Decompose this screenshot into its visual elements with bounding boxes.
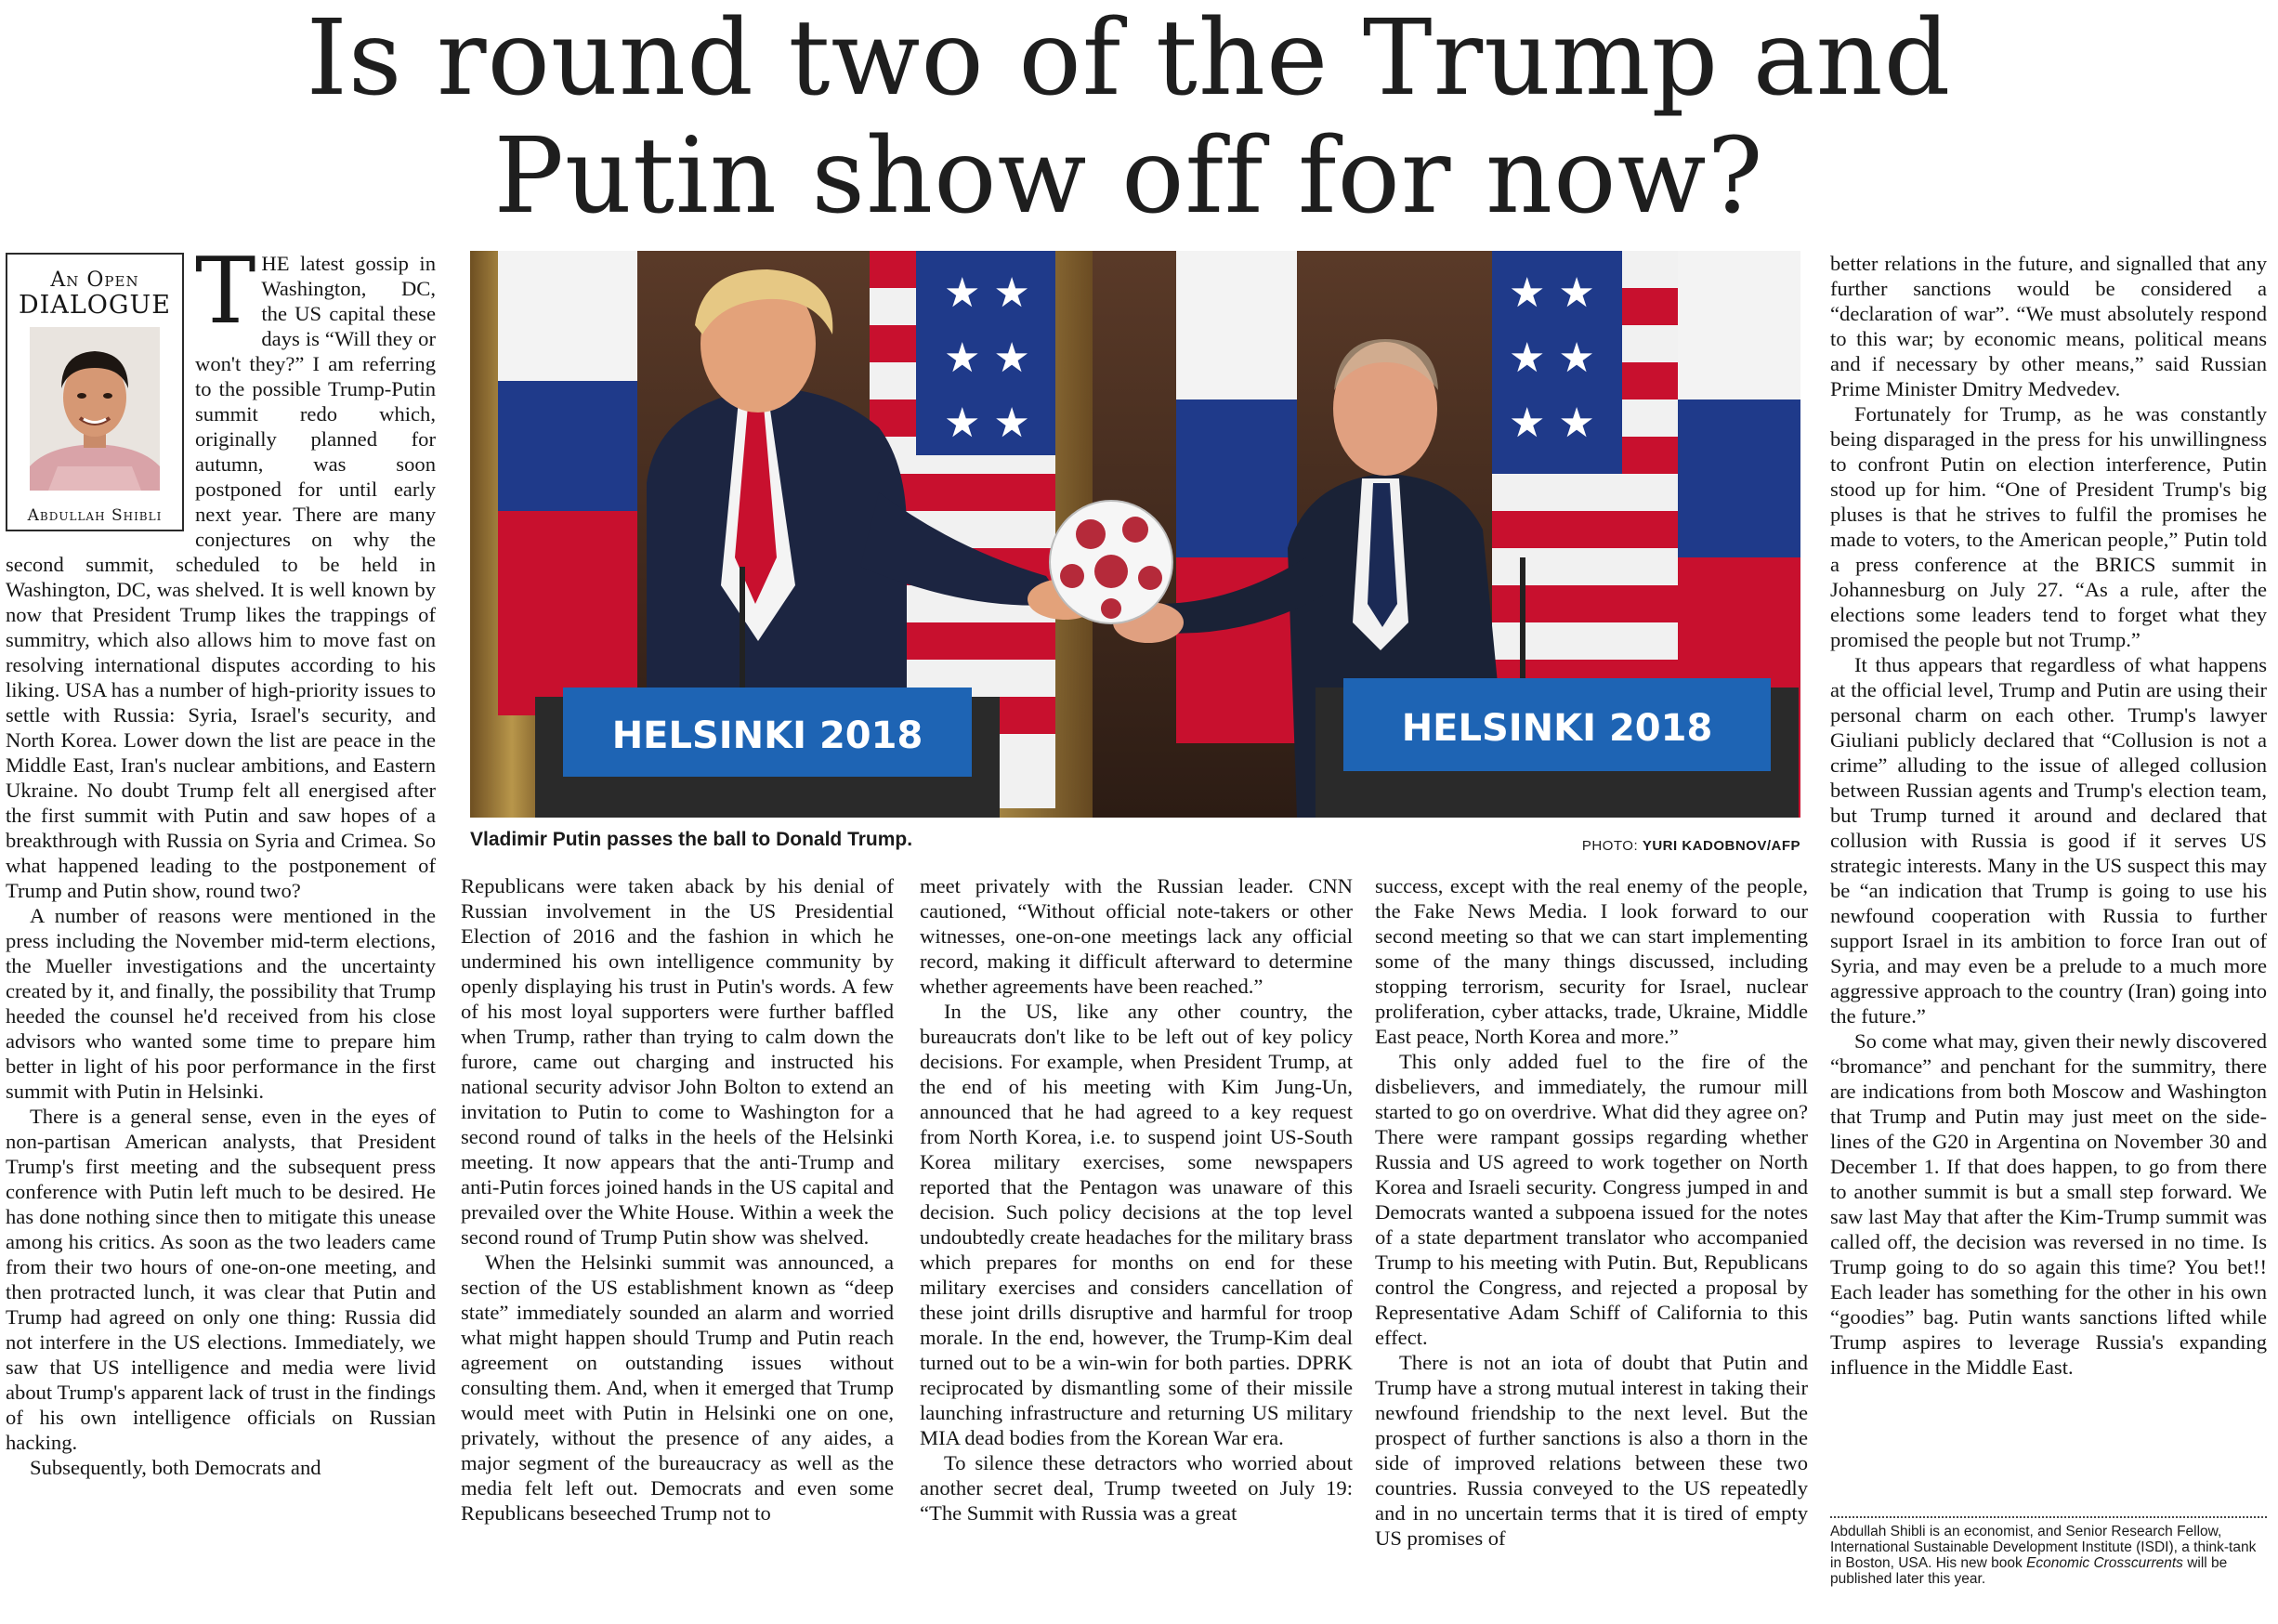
svg-text:★ ★: ★ ★: [944, 399, 1030, 447]
paragraph: To silence these detractors who worried about another secret deal, Trump tweeted on July 19: “The Summit with Russia was a great: [920, 1451, 1353, 1525]
paragraph: A number of reasons were mentioned in the press including the November mid-term elections, the Mueller investigations and the uncertainty created by it, and finally, the possibility that Trump heeded the counsel he'd received from his close advisors who wanted some time to prepare him better in light of his poor performance in the first summit with Putin in Helsinki.: [6, 904, 436, 1103]
paragraph: So come what may, given their newly discovered “bromance” and penchant for the summitry, there are indications from both Moscow and Washington that Trump and Putin may just meet on the side-lines of the G20 in Argentina on November 30 and December 1. If that does happen, to go from there to another summit is but a small step forward. We saw last May that after the Kim-Trump summit was called off, the decision was reversed in no time. Is Trump going to do so again this time? You bet!! Each leader has something for the other in his own “goodies” bag. Putin wants sanctions lifted while Trump aspires to leverage Russia's expanding influence in the Middle East.: [1830, 1029, 2267, 1379]
author-bio-footnote: [1830, 1524, 2267, 1587]
paragraph: There is a general sense, even in the eyes of non-partisan American analysts, that President Trump's first meeting and the subsequent press conference with Putin left much to be desired. He has done nothing since then to mitigate this unease among his critics. As soon as the two leaders came from their two hours of one-on-one meeting, and then protracted lunch, it was clear that Putin and Trump had agreed on only one thing: Russia did not interfere in the US elections. Immediately, we saw that US intelligence and media were livid about Trump's apparent lack of trust in the findings of his own intelligence officials on Russian hacking.: [6, 1105, 436, 1454]
photo-caption: Vladimir Putin passes the ball to Donald Trump.: [470, 829, 913, 850]
drop-cap: T: [195, 251, 256, 345]
article-column-1: [6, 251, 436, 1624]
paragraph: In the US, like any other country, the bureaucrats don't like to be left out of key policy decisions. For example, when President Trump, at the end of his meeting with Kim Jung-Un, announced that he had agreed to a key request from North Korea, i.e. to suspend joint US-South Korea military exercises, some newspapers reported that the Pentagon was unaware of this decision. Such policy decisions at the top level undoubtedly create headaches for the military brass which prepares for months on end for these military exercises and considers cancellation of these joint drills disruptive and harmful for troop morale. In the end, however, the Trump-Kim deal turned out to be a win-win for both parties. DPRK reciprocated by dismantling some of their missile launching infrastructure and returning US military MIA dead bodies from the Korean War era.: [920, 1000, 1353, 1449]
lead-paragraph-text: HE latest gossip in Washington, DC, the US capital these days is “Will they or won't they?” I am referring to the possible Trump-Putin summit redo which, originally planned for autumn, was soon postponed for until early next year. There are many conjectures on why the second summit, scheduled to be held in Washington, DC, was shelved. It is well known by now that President Trump likes the trappings of summitry, which also allows him to move fast on resolving international disputes according to his liking. USA has a number of high-priority issues to settle with Russia: Syria, Israel's security, and North Korea. Lower down the list are peace in the Middle East, Iran's nuclear ambitions, and Eastern Ukraine. No doubt Trump felt all energised after the first summit with Putin and saw hopes of a breakthrough with Russia on Syria and Crimea. So what happened leading to the postponement of Trump and Putin show, round two?: [6, 252, 436, 902]
photo-credit: [1551, 838, 1800, 854]
author-name: Abdullah Shibli: [27, 506, 163, 525]
paragraph: success, except with the real enemy of the people, the Fake News Media. I look forward to our second meeting so that we can start implementing some of the many things discussed, including stopping terrorism, security for Israel, nuclear proliferation, cyber attacks, trade, Ukraine, Middle East peace, North Korea and more.”: [1375, 874, 1808, 1048]
russian-flag-left: [498, 251, 637, 715]
book-title: Economic Crosscurrents: [2026, 1555, 2183, 1571]
paragraph: Republicans were taken aback by his denial of Russian involvement in the US Presidential Election of 2016 and the fashion in which he undermined his own intelligence community by openly displaying his trust in Putin's words. A few of his most loyal supporters were further baffled when Trump, rather than trying to calm down the furore, came out charging and instructed his national security advisor John Bolton to extend an invitation to Putin to come to Washington for a second round of talks in the heels of the Helsinki meeting. It now appears that the anti-Trump and anti-Putin forces joined hands in the US capital and prevailed over the White House. Within a week the second round of Trump Putin show was shelved.: [461, 874, 894, 1249]
podium-left: [535, 688, 1000, 818]
column-kicker-large: DIALOGUE: [19, 291, 171, 320]
russian-flag-center: [1176, 251, 1297, 743]
paragraph: It thus appears that regardless of what happens at the official level, Trump and Putin are using their personal charm on each other. Trump's lawyer Giuliani publicly declared that “Collusion is not a crime” alluding to the issue of alleged collusion between Russian agents and Trump's election team, but Trump turned it around and declared that collusion with Russia is good if it serves US strategic interests. Many in the US suspect this may be “an indication that Trump is going to use his newfound cooperation with Russia to further support Israel in its ambition to force Iran out of Syria, and may even be a prelude to a much more aggressive approach to the country (Iran) going into the future.”: [1830, 653, 2267, 1028]
svg-text:★ ★: ★ ★: [1509, 334, 1595, 382]
footnote-text-after: will be published later this year.: [1830, 1555, 2228, 1587]
byline-box: [6, 253, 184, 531]
paragraph: better relations in the future, and signalled that any further sanctions would be considered a “declaration of war”. “We must absolutely respond to this war; by economic means, political means and if necessary by other means,” said Russian Prime Minister Dmitry Medvedev.: [1830, 252, 2267, 400]
paragraph: Fortunately for Trump, as he was constantly being disparaged in the press for his unwillingness to confront Putin on election interference, Putin stood up for him. “One of President Trump's big pluses is that he strives to fulfil the promises he made to voters, to the American people,” Putin told a press conference at the BRICS summit in Johannesburg on July 27. “As a rule, after the elections some leaders tend to forget what they promised the people but not Trump.”: [1830, 402, 2267, 651]
photo-credit-prefix: PHOTO:: [1581, 838, 1643, 854]
headline-line-2: Putin show off for now?: [493, 116, 1764, 237]
svg-text:★ ★: ★ ★: [1509, 269, 1595, 317]
article-column-3: [920, 873, 1353, 1617]
article-column-4: [1375, 873, 1808, 1617]
svg-text:★ ★: ★ ★: [944, 269, 1030, 317]
football: [1050, 501, 1172, 623]
podium-right: [1316, 678, 1799, 818]
news-photo: [470, 251, 1800, 818]
headline: [279, 0, 1979, 242]
podium-left-label: HELSINKI 2018: [611, 714, 923, 757]
article-column-2: [461, 873, 894, 1617]
article-column-5: [1830, 251, 2267, 1533]
column-kicker-small: An Open: [50, 268, 139, 292]
author-portrait: [30, 327, 160, 491]
paragraph: Subsequently, both Democrats and: [30, 1456, 321, 1479]
podium-right-label: HELSINKI 2018: [1401, 707, 1713, 750]
footnote-text-before: Abdullah Shibli is an economist, and Senior Research Fellow, International Sustainable Development Institute (ISDI), a think-tank in Boston, USA. His new book: [1830, 1524, 2257, 1571]
paragraph: When the Helsinki summit was announced, a section of the US establishment known as “deep state” immediately sounded an alarm and worried what might happen should Trump and Putin reach agreement on outstanding issues without consulting them. And, when it emerged that Trump would meet with Putin in Helsinki one on one, privately, without the presence of any aides, a major segment of the bureaucracy as well as the media felt left out. Democrats and even some Republicans beseeched Trump not to: [461, 1251, 894, 1525]
photo-credit-name: YURI KADOBNOV/AFP: [1642, 838, 1800, 854]
headline-line-1: Is round two of the Trump and: [306, 0, 1952, 119]
paragraph: There is not an iota of doubt that Putin and Trump have a strong mutual interest in taking their newfound friendship to the next level. But the prospect of further sanctions is also a thorn in the side of improved relations between these two countries. Russia conveyed to the US repeatedly and in no uncertain terms that it is tired of empty US promises of: [1375, 1351, 1808, 1550]
paragraph: meet privately with the Russian leader. CNN cautioned, “Without official note-takers or other witnesses, one-on-one meetings lack any official record, making it difficult afterward to determine whether agreements have been reached.”: [920, 874, 1353, 998]
paragraph: This only added fuel to the fire of the disbelievers, and immediately, the rumour mill started to go on overdrive. What did they agree on? There were rampant gossips regarding whether Russia and US agreed to work together on North Korea and Israeli security. Congress jumped in and Democrats wanted a subpoena issued for the notes of a state department translator who accompanied Trump to his meeting with Putin. But, Republicans control the Congress, and rejected a proposal by Representative Adam Schiff of California to this effect.: [1375, 1050, 1808, 1349]
footnote-divider: [1830, 1516, 2267, 1518]
svg-text:★ ★: ★ ★: [1509, 399, 1595, 447]
svg-text:★ ★: ★ ★: [944, 334, 1030, 382]
